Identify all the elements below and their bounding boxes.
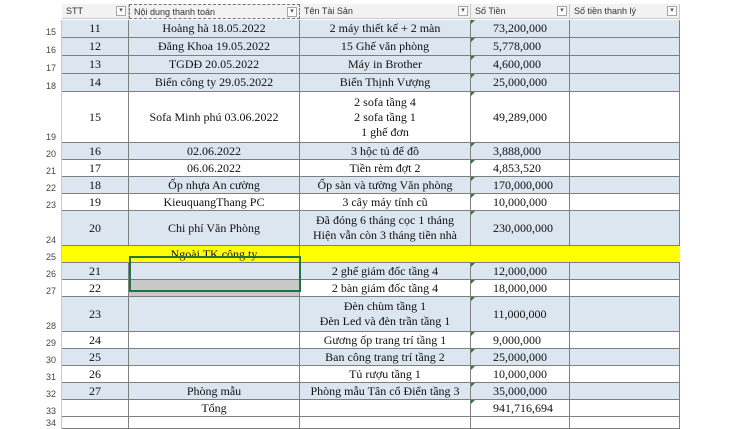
liquidation-cell[interactable] (570, 297, 680, 332)
content-cell[interactable]: KieuquangThang PC (129, 194, 300, 211)
liquidation-cell[interactable] (570, 20, 680, 38)
liquidation-cell[interactable] (570, 211, 680, 246)
cell-note-marker (471, 383, 475, 387)
column-header-asset-label: Tên Tài Sản (304, 6, 353, 16)
row-number[interactable]: 17 (44, 56, 62, 74)
amount-cell[interactable]: 25,000,000 (471, 349, 570, 366)
content-cell[interactable] (129, 349, 300, 366)
cell-note-marker (471, 56, 475, 60)
liquidation-cell[interactable] (570, 92, 680, 143)
content-cell[interactable]: TGDĐ 20.05.2022 (129, 56, 300, 74)
stt-cell[interactable] (62, 400, 129, 417)
content-cell[interactable]: Phòng mẫu (129, 383, 300, 400)
filter-dropdown-icon[interactable]: ▾ (287, 7, 297, 17)
row-number[interactable]: 22 (44, 177, 62, 194)
amount-cell[interactable]: 941,716,694 (471, 400, 570, 417)
stt-cell[interactable]: 27 (62, 383, 129, 400)
row-number[interactable]: 23 (44, 194, 62, 211)
asset-cell[interactable]: Máy in Brother (300, 56, 471, 74)
cell-note-marker (471, 280, 475, 284)
amount-cell[interactable]: 5,778,000 (471, 38, 570, 56)
amount-cell[interactable]: 9,000,000 (471, 332, 570, 349)
table-row (62, 383, 680, 400)
row-number[interactable]: 27 (44, 280, 62, 297)
amount-cell[interactable]: 35,000,000 (471, 383, 570, 400)
amount-cell[interactable]: 10,000,000 (471, 194, 570, 211)
row-number[interactable]: 33 (44, 400, 62, 417)
left-margin (0, 0, 44, 420)
content-cell[interactable]: Hoàng hà 18.05.2022 (129, 20, 300, 38)
cell-note-marker (471, 263, 475, 267)
table-row (62, 56, 680, 74)
table-row (62, 366, 680, 383)
filter-dropdown-icon[interactable]: ▾ (458, 6, 468, 16)
column-header-stt-label: STT (66, 6, 83, 16)
table-row (62, 177, 680, 194)
liquidation-cell[interactable] (570, 417, 680, 429)
cell-note-marker (471, 211, 475, 215)
stt-cell[interactable]: 14 (62, 74, 129, 92)
content-cell[interactable] (129, 366, 300, 383)
amount-cell[interactable]: 18,000,000 (471, 280, 570, 297)
content-cell[interactable]: Ngoài TK công ty (129, 246, 300, 263)
row-number[interactable]: 29 (44, 332, 62, 349)
asset-cell[interactable]: Biển Thịnh Vượng (300, 74, 471, 92)
liquidation-cell[interactable] (570, 38, 680, 56)
table-row (62, 400, 680, 417)
content-cell[interactable]: Đăng Khoa 19.05.2022 (129, 38, 300, 56)
content-cell[interactable]: Chi phí Văn Phòng (129, 211, 300, 246)
liquidation-cell[interactable] (570, 177, 680, 194)
cell-note-marker (471, 74, 475, 78)
table-row (62, 20, 680, 38)
liquidation-cell[interactable] (570, 263, 680, 280)
table-row (62, 211, 680, 246)
table-row (62, 92, 680, 143)
asset-cell[interactable]: Đèn chùm tầng 1 Đèn Led và đèn trần tầng 1 (300, 297, 471, 332)
amount-cell[interactable]: 230,000,000 (471, 211, 570, 246)
stt-cell[interactable]: 25 (62, 349, 129, 366)
row-number[interactable]: 15 (44, 20, 62, 38)
table-row (62, 38, 680, 56)
cell-note-marker (471, 38, 475, 42)
table-row (62, 297, 680, 332)
stt-cell[interactable]: 11 (62, 20, 129, 38)
liquidation-cell[interactable] (570, 349, 680, 366)
stt-cell[interactable]: 23 (62, 297, 129, 332)
amount-cell[interactable] (471, 246, 570, 263)
cell-note-marker (471, 92, 475, 96)
amount-cell[interactable]: 73,200,000 (471, 20, 570, 38)
row-number[interactable]: 24 (44, 211, 62, 246)
amount-cell[interactable]: 170,000,000 (471, 177, 570, 194)
amount-cell[interactable] (471, 417, 570, 429)
content-cell[interactable]: 06.06.2022 (129, 160, 300, 177)
cell-note-marker (471, 177, 475, 181)
column-header-liquidation-label: Số tiền thanh lý (574, 6, 637, 16)
stt-cell[interactable] (62, 417, 129, 429)
cell-note-marker (471, 400, 475, 404)
content-cell[interactable]: Sofa Minh phú 03.06.2022 (129, 92, 300, 143)
asset-cell[interactable]: Gương ốp trang trí tầng 1 (300, 332, 471, 349)
table-row (62, 332, 680, 349)
asset-cell[interactable] (300, 417, 471, 429)
liquidation-cell[interactable] (570, 246, 680, 263)
table-row (62, 417, 680, 429)
amount-cell[interactable]: 49,289,000 (471, 92, 570, 143)
liquidation-cell[interactable] (570, 74, 680, 92)
asset-cell[interactable]: 2 máy thiết kế + 2 màn (300, 20, 471, 38)
row-number[interactable]: 21 (44, 160, 62, 177)
stt-cell[interactable]: 20 (62, 211, 129, 246)
liquidation-cell[interactable] (570, 143, 680, 160)
cell-note-marker (471, 143, 475, 147)
stt-cell[interactable]: 24 (62, 332, 129, 349)
content-cell[interactable]: Tổng (129, 400, 300, 417)
asset-cell[interactable]: 3 hộc tủ để đồ (300, 143, 471, 160)
row-number[interactable]: 28 (44, 297, 62, 332)
amount-cell[interactable]: 25,000,000 (471, 74, 570, 92)
table-row (62, 349, 680, 366)
asset-cell[interactable]: 2 ghế giám đốc tầng 4 (300, 263, 471, 280)
row-number[interactable]: 30 (44, 349, 62, 366)
stt-cell[interactable]: 17 (62, 160, 129, 177)
stt-cell[interactable]: 12 (62, 38, 129, 56)
liquidation-cell[interactable] (570, 194, 680, 211)
filter-dropdown-icon[interactable]: ▾ (557, 6, 567, 16)
column-header-amount-label: Số Tiền (475, 6, 506, 16)
column-header-stt[interactable] (62, 4, 129, 19)
content-cell[interactable] (129, 417, 300, 429)
column-header-asset[interactable] (300, 4, 471, 19)
content-cell[interactable]: Biển công ty 29.05.2022 (129, 74, 300, 92)
liquidation-cell[interactable] (570, 400, 680, 417)
asset-cell[interactable]: 15 Ghế văn phòng (300, 38, 471, 56)
row-number[interactable]: 25 (44, 246, 62, 263)
amount-cell[interactable]: 3,888,000 (471, 143, 570, 160)
content-cell[interactable] (129, 297, 300, 332)
stt-cell[interactable] (62, 246, 129, 263)
stt-cell[interactable]: 21 (62, 263, 129, 280)
cell-note-marker (471, 297, 475, 301)
stt-cell[interactable]: 18 (62, 177, 129, 194)
column-header-content[interactable] (129, 4, 300, 19)
row-number[interactable]: 20 (44, 143, 62, 160)
filter-dropdown-icon[interactable]: ▾ (116, 6, 126, 16)
cell-selection[interactable] (129, 256, 301, 292)
asset-cell[interactable]: Tiền rèm đợt 2 (300, 160, 471, 177)
asset-cell[interactable]: Tủ rượu tầng 1 (300, 366, 471, 383)
table-row (62, 74, 680, 92)
content-cell[interactable]: 02.06.2022 (129, 143, 300, 160)
amount-cell[interactable]: 12,000,000 (471, 263, 570, 280)
row-number[interactable]: 26 (44, 263, 62, 280)
asset-cell[interactable]: Đã đóng 6 tháng cọc 1 tháng Hiện vẫn còn 3 tháng tiền nhà (300, 211, 471, 246)
liquidation-cell[interactable] (570, 280, 680, 297)
stt-cell[interactable]: 26 (62, 366, 129, 383)
column-header-liquidation[interactable] (570, 4, 680, 19)
row-number[interactable]: 19 (44, 92, 62, 143)
liquidation-cell[interactable] (570, 160, 680, 177)
stt-cell[interactable]: 19 (62, 194, 129, 211)
stt-cell[interactable]: 13 (62, 56, 129, 74)
column-header-content-label: Nội dung thanh toán (134, 7, 216, 17)
amount-cell[interactable]: 10,000,000 (471, 366, 570, 383)
row-number[interactable]: 16 (44, 38, 62, 56)
liquidation-cell[interactable] (570, 332, 680, 349)
asset-cell[interactable]: Phòng mẫu Tân cổ Điển tầng 3 (300, 383, 471, 400)
asset-cell[interactable] (300, 246, 471, 263)
liquidation-cell[interactable] (570, 56, 680, 74)
filter-dropdown-icon[interactable]: ▾ (667, 6, 677, 16)
cell-note-marker (471, 20, 475, 24)
amount-cell[interactable]: 4,600,000 (471, 56, 570, 74)
row-number[interactable]: 18 (44, 74, 62, 92)
row-number[interactable]: 31 (44, 366, 62, 383)
table-row (62, 143, 680, 160)
asset-cell[interactable] (300, 400, 471, 417)
table-row (62, 160, 680, 177)
right-margin (680, 0, 740, 420)
row-number[interactable]: 32 (44, 383, 62, 400)
asset-cell[interactable]: 2 bàn giám đốc tầng 4 (300, 280, 471, 297)
cell-note-marker (471, 160, 475, 164)
row-number[interactable]: 34 (44, 417, 62, 429)
amount-cell[interactable]: 11,000,000 (471, 297, 570, 332)
table-row (62, 194, 680, 211)
liquidation-cell[interactable] (570, 383, 680, 400)
stt-cell[interactable]: 22 (62, 280, 129, 297)
cell-note-marker (471, 366, 475, 370)
content-cell[interactable]: Ốp nhựa An cường (129, 177, 300, 194)
liquidation-cell[interactable] (570, 366, 680, 383)
stt-cell[interactable]: 15 (62, 92, 129, 143)
column-header-amount[interactable] (471, 4, 570, 19)
amount-cell[interactable]: 4,853,520 (471, 160, 570, 177)
asset-cell[interactable]: 2 sofa tầng 4 2 sofa tầng 1 1 ghế đơn (300, 92, 471, 143)
asset-cell[interactable]: Ốp sàn và tường Văn phòng (300, 177, 471, 194)
cell-note-marker (471, 349, 475, 353)
content-cell[interactable] (129, 332, 300, 349)
stt-cell[interactable]: 16 (62, 143, 129, 160)
cell-note-marker (471, 332, 475, 336)
cell-note-marker (471, 194, 475, 198)
asset-cell[interactable]: Ban công trang trí tầng 2 (300, 349, 471, 366)
asset-cell[interactable]: 3 cây máy tính cũ (300, 194, 471, 211)
